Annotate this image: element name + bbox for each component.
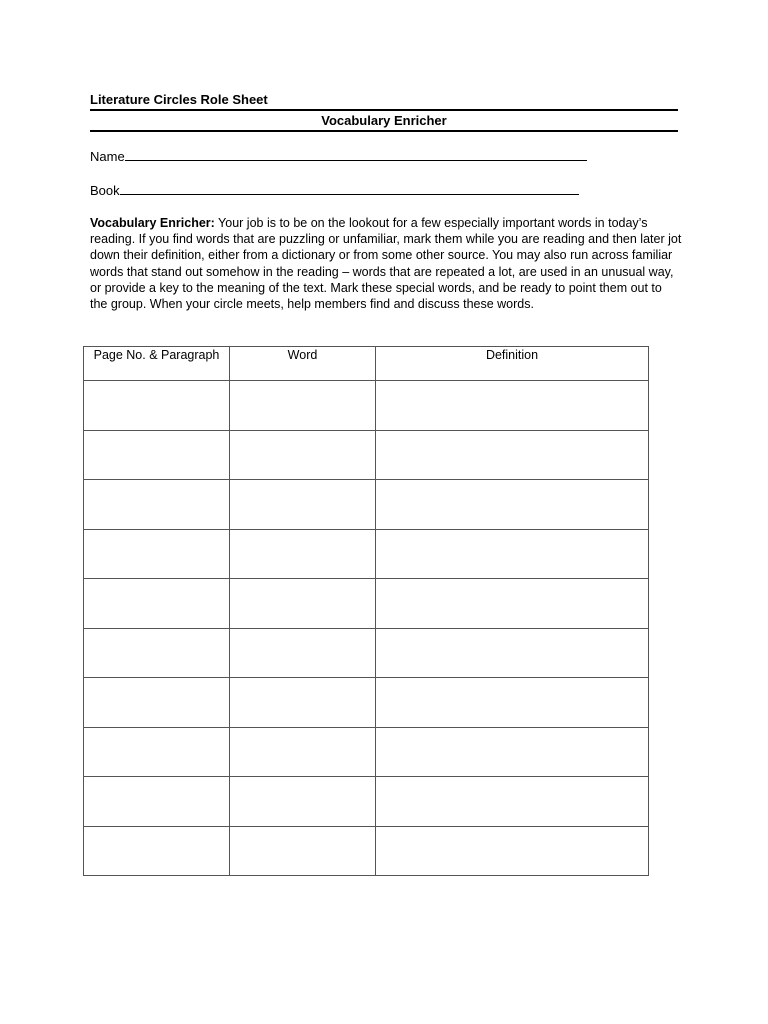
page-paragraph-cell[interactable]: [84, 381, 230, 431]
page-paragraph-cell[interactable]: [84, 529, 230, 579]
heading-rule-top: [90, 109, 678, 111]
word-cell[interactable]: [230, 579, 376, 629]
word-cell[interactable]: [230, 678, 376, 728]
definition-cell[interactable]: [376, 430, 649, 480]
word-cell[interactable]: [230, 826, 376, 876]
table-row: [84, 430, 649, 480]
column-header-definition: Definition: [376, 347, 649, 381]
table-row: [84, 628, 649, 678]
word-cell[interactable]: [230, 480, 376, 530]
definition-cell[interactable]: [376, 529, 649, 579]
table-row: [84, 826, 649, 876]
definition-cell[interactable]: [376, 381, 649, 431]
role-title: Vocabulary Enricher: [321, 113, 447, 128]
page-heading: Literature Circles Role Sheet: [90, 92, 268, 107]
table-row: [84, 480, 649, 530]
word-cell[interactable]: [230, 727, 376, 777]
page-paragraph-cell[interactable]: [84, 480, 230, 530]
table-row: [84, 777, 649, 827]
page-paragraph-cell[interactable]: [84, 579, 230, 629]
table-row: [84, 381, 649, 431]
instructions-paragraph: [90, 215, 682, 312]
name-blank-line[interactable]: [125, 148, 587, 161]
page-paragraph-cell[interactable]: [84, 678, 230, 728]
column-header-word: Word: [230, 347, 376, 381]
table-body: [84, 381, 649, 876]
column-header-page-paragraph: Page No. & Paragraph: [84, 347, 230, 381]
name-field[interactable]: [90, 148, 587, 164]
heading-rule-bottom: [90, 130, 678, 132]
definition-cell[interactable]: [376, 628, 649, 678]
definition-cell[interactable]: [376, 727, 649, 777]
book-field[interactable]: [90, 182, 579, 198]
vocabulary-table: [83, 346, 649, 876]
word-cell[interactable]: [230, 777, 376, 827]
word-cell[interactable]: [230, 381, 376, 431]
table-header-row: [84, 347, 649, 381]
word-cell[interactable]: [230, 430, 376, 480]
definition-cell[interactable]: [376, 777, 649, 827]
definition-cell[interactable]: [376, 480, 649, 530]
table-row: [84, 579, 649, 629]
instructions-lead: Vocabulary Enricher:: [90, 216, 215, 230]
name-label: Name: [90, 149, 125, 164]
page-paragraph-cell[interactable]: [84, 777, 230, 827]
page-paragraph-cell[interactable]: [84, 727, 230, 777]
page-paragraph-cell[interactable]: [84, 430, 230, 480]
table-row: [84, 727, 649, 777]
word-cell[interactable]: [230, 628, 376, 678]
book-blank-line[interactable]: [120, 182, 579, 195]
page-paragraph-cell[interactable]: [84, 628, 230, 678]
table-row: [84, 529, 649, 579]
table-row: [84, 678, 649, 728]
definition-cell[interactable]: [376, 826, 649, 876]
word-cell[interactable]: [230, 529, 376, 579]
page-paragraph-cell[interactable]: [84, 826, 230, 876]
definition-cell[interactable]: [376, 579, 649, 629]
book-label: Book: [90, 183, 120, 198]
definition-cell[interactable]: [376, 678, 649, 728]
instructions-body: Your job is to be on the lookout for a few especially important words in today’s reading. If you find words that are puzzling or unfamiliar, mark them while you are reading and then later jot down their definition, either from a dictionary or from some other source. You may also run across familiar words that stand out somehow in the reading – words that are repeated a lot, are used in an unusual way, or provide a key to the meaning of the text. Mark these special words, and be ready to point them out to the group. When your circle meets, help members find and discuss these words.: [90, 216, 682, 312]
